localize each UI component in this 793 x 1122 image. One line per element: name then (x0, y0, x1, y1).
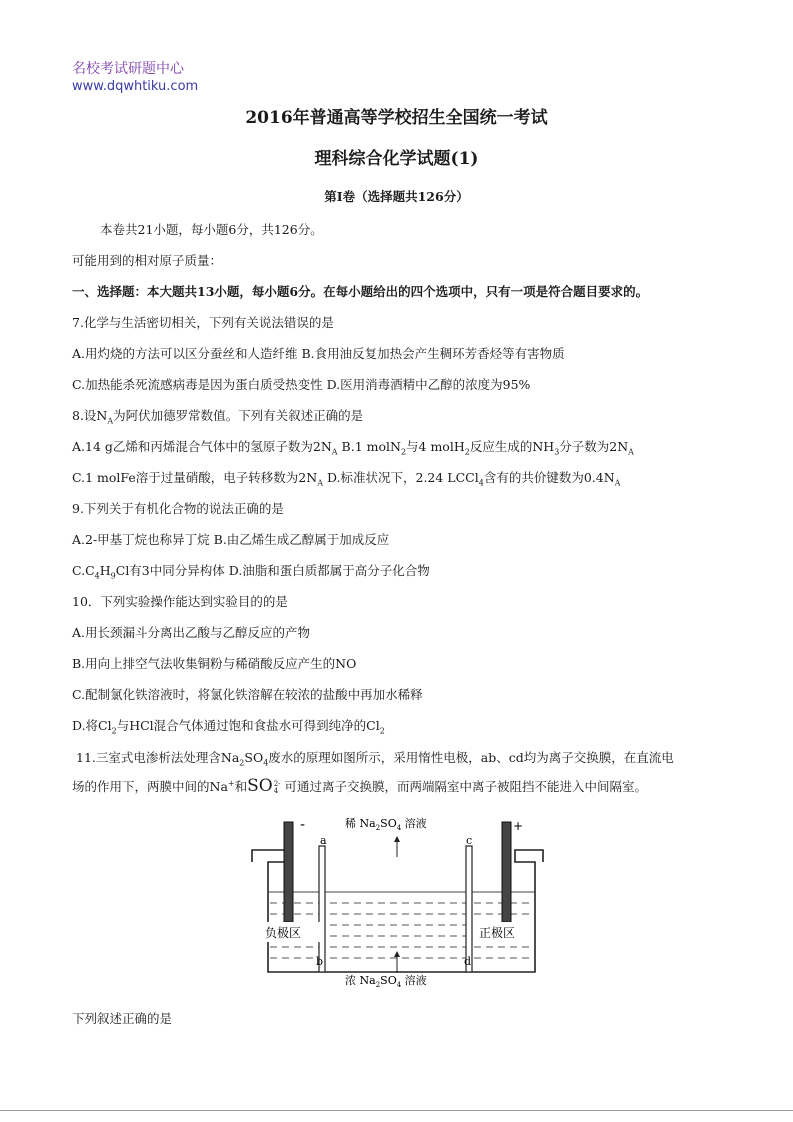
electrodialysis-diagram (240, 812, 555, 987)
pos-sign: + (513, 819, 524, 833)
q8-option-b: B.1 molN (337, 439, 401, 454)
q8-stem (72, 406, 363, 426)
q10-sub: 2 (111, 726, 117, 736)
q10-option-a: A.用长颈漏斗分离出乙酸与乙醇反应的产物 (72, 625, 311, 640)
q8-option-d: 含有的共价键数为0.4N (483, 470, 615, 485)
q10-option-b: B.用向上排空气法收集铜粉与稀硝酸反应产生的NO (72, 656, 357, 671)
label-c: c (466, 834, 473, 847)
q8-sub: 2 (464, 447, 470, 457)
atomic-mass-note: 可能用到的相对原子质量： (72, 253, 223, 268)
q7-stem: 7.化学与生活密切相关，下列有关说法错误的是 (72, 315, 334, 330)
exam-title: 2016年普通高等学校招生全国统一考试 (245, 108, 548, 128)
positive-electrode (502, 822, 511, 922)
q8-option-b: 分子数为2N (559, 439, 629, 454)
label-b: b (316, 955, 324, 968)
q8-stem-sub: A (107, 416, 114, 426)
q11-line1 (76, 748, 674, 768)
sulfate-ion-scripts (274, 781, 281, 795)
q11-text: 场的作用下，两膜中间的Na (72, 779, 228, 794)
sulfate-subscript: 4 (273, 786, 279, 795)
q9-stem: 9.下列关于有机化合物的说法正确的是 (72, 501, 284, 516)
sulfate-charge: 2- (273, 779, 281, 788)
q9-option-c: C.C (72, 563, 95, 578)
negative-electrode (284, 822, 293, 922)
q11-sub: 4 (263, 758, 269, 768)
q10-sub: 2 (379, 726, 385, 736)
q11-text: 和 (234, 779, 248, 794)
q8-option-c: C.1 molFe溶于过量硝酸，电子转移数为2N (72, 470, 318, 485)
q8-stem-part: 为阿伏加德罗常数值。下列有关叙述正确的是 (113, 408, 364, 423)
q7-options-cd: C.加热能杀死流感病毒是因为蛋白质受热变性 D.医用消毒酒精中乙醇的浓度为95% (72, 377, 531, 392)
pos-zone-label: 正极区 (479, 926, 516, 940)
q10-option-d-part: D.将Cl (72, 718, 112, 733)
q9-sub: 9 (110, 571, 116, 581)
q8-sub: A (614, 478, 621, 488)
q11-followup: 下列叙述正确的是 (72, 1011, 173, 1026)
q11-sup: + (227, 778, 235, 788)
neg-zone-label: 负极区 (265, 926, 302, 940)
q9-option-c: H (99, 563, 111, 578)
brand-url[interactable]: www.dqwhtiku.com (72, 79, 199, 94)
exam-subtitle: 理科综合化学试题(1) (314, 149, 479, 169)
q10-stem: 10．下列实验操作能达到实验目的的是 (72, 594, 288, 609)
q8-option-d: D.标准状况下，2.24 LCCl (322, 470, 479, 485)
membrane-ab (319, 846, 325, 972)
footer-divider (0, 1110, 793, 1111)
q8-options-ab (72, 437, 634, 457)
section-heading-text: 第Ⅰ卷（选择题共126分） (324, 189, 469, 204)
section-heading (0, 187, 793, 205)
part-one-heading: 一、选择题：本大题共13小题，每小题6分。在每小题给出的四个选项中，只有一项是符合题目要求的。 (72, 284, 649, 299)
q11-text: 11.三室式电渗析法处理含Na (76, 750, 240, 765)
q11-text: 废水的原理如图所示，采用惰性电极，ab、cd均为离子交换膜，在直流电 (268, 750, 674, 765)
q11-line2 (72, 776, 647, 796)
q10-option-d-part: 与HCl混合气体通过饱和食盐水可得到纯净的Cl (116, 718, 380, 733)
q8-sub: 4 (478, 478, 484, 488)
sulfate-ion: SO (247, 776, 273, 796)
q7-options-ab: A.用灼烧的方法可以区分蚕丝和人造纤维 B.食用油反复加热会产生稠环芳香烃等有害物质 (72, 346, 565, 361)
q8-options-cd (72, 468, 620, 488)
q8-sub: A (317, 478, 323, 488)
brand-watermark (72, 60, 198, 96)
q11-text: 可通过离子交换膜，而两端隔室中离子被阻挡不能进入中间隔室。 (280, 779, 648, 794)
q8-option-b: 反应生成的NH (469, 439, 555, 454)
brand-name: 名校考试研题中心 (72, 61, 184, 77)
label-a: a (320, 834, 327, 847)
q9-options-cd (72, 561, 430, 581)
dilute-solution-label: 稀 $Na_2SO_4$ 溶液 (345, 817, 427, 832)
membrane-cd (466, 846, 472, 972)
q8-option-b: 与4 molH (406, 439, 465, 454)
q9-options-ab: A.2-甲基丁烷也称异丁烷 B.由乙烯生成乙醇属于加成反应 (72, 532, 390, 547)
intro-summary: 本卷共21小题，每小题6分，共126分。 (100, 222, 323, 237)
label-d: d (464, 955, 472, 968)
concentrated-solution-label: 浓 $Na_2SO_4$ 溶液 (345, 974, 427, 987)
q11-sub: 2 (239, 758, 245, 768)
q11-text: SO (244, 750, 264, 765)
neg-sign: - (300, 817, 306, 833)
q8-sub: A (628, 447, 634, 457)
q8-stem-part: 8.设N (72, 408, 108, 423)
q9-sub: 4 (94, 571, 100, 581)
q10-option-d (72, 716, 385, 736)
q8-sub: A (331, 447, 338, 457)
q8-sub: 3 (554, 447, 560, 457)
q9-option-cd: Cl有3中同分异构体 D.油脂和蛋白质都属于高分子化合物 (115, 563, 430, 578)
q10-option-c: C.配制氯化铁溶液时，将氯化铁溶解在较浓的盐酸中再加水稀释 (72, 687, 423, 702)
q8-sub: 2 (400, 447, 407, 457)
q8-option-a: A.14 g乙烯和丙烯混合气体中的氢原子数为2N (72, 439, 332, 454)
